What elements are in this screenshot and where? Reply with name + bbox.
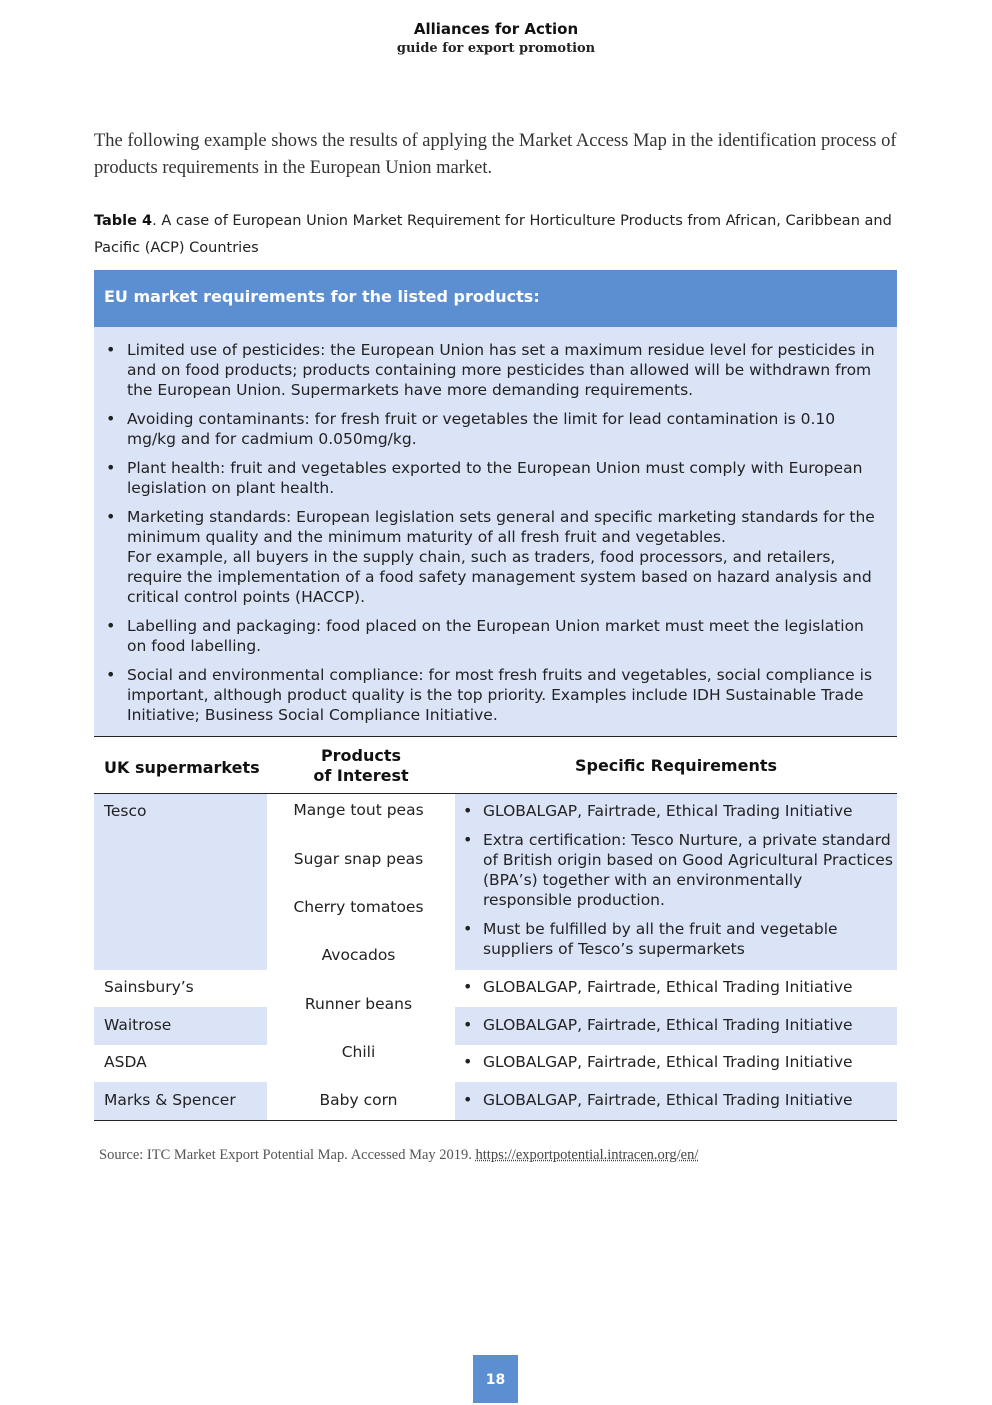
requirement-item: • GLOBALGAP, Fairtrade, Ethical Trading Initiative: [463, 977, 893, 997]
table-row-marks-spencer: Marks & Spencer: [104, 1091, 236, 1109]
header-subtitle: guide for export promotion: [396, 41, 596, 56]
product-item: Chili: [341, 1043, 376, 1061]
list-item-text: Marketing standards: European legislation sets general and specific marketing standards for the minimum quality and the minimum maturity of all fresh fruit and vegetables.: [127, 508, 875, 546]
table-bottom-rule: [94, 1120, 897, 1121]
requirement-item: • Extra certification: Tesco Nurture, a private standard of British origin based on Good Agricultural Practices (BPA’s) together with an environmentally responsible production.: [463, 830, 893, 910]
list-item: • Plant health: fruit and vegetables exported to the European Union must comply with European legislation on plant health.: [104, 458, 887, 498]
product-item: Baby corn: [319, 1091, 398, 1109]
col-header-supermarkets: UK supermarkets: [104, 758, 260, 777]
source-link[interactable]: https://exportpotential.intracen.org/en/: [475, 1147, 699, 1163]
list-item: • Labelling and packaging: food placed on the European Union market must meet the legislation on food labelling.: [104, 616, 887, 656]
intro-paragraph: The following example shows the results of applying the Market Access Map in the identification process of products requirements in the European Union market.: [94, 131, 897, 178]
source-text: Source: ITC Market Export Potential Map. Accessed May 2019.: [99, 1147, 476, 1163]
col-header-requirements: Specific Requirements: [574, 756, 778, 775]
product-item: Avocados: [321, 946, 396, 964]
caption-label: Table 4: [94, 213, 153, 229]
table-row-waitrose: Waitrose: [104, 1016, 172, 1034]
table-row-asda: ASDA: [104, 1053, 147, 1071]
requirement-item: • GLOBALGAP, Fairtrade, Ethical Trading Initiative: [463, 1090, 893, 1110]
list-item-text: For example, all buyers in the supply chain, such as traders, food processors, and retailers, require the implementation of a food safety management system based on hazard analysis and critical control points (HACCP).: [127, 548, 872, 606]
eu-requirements-title: EU market requirements for the listed products:: [94, 270, 897, 327]
ms-requirements: [463, 1090, 893, 1119]
source-note: [99, 1147, 899, 1164]
tesco-requirements: [463, 801, 893, 968]
product-item: Mange tout peas: [293, 801, 424, 819]
list-item: • Limited use of pesticides: the European Union has set a maximum residue level for pesticides in and on food products; products containing more pesticides than allowed will be withdrawn from the European Union. Supermarkets have more demanding requirements.: [104, 340, 887, 400]
requirement-item: • GLOBALGAP, Fairtrade, Ethical Trading Initiative: [463, 1015, 893, 1035]
table-top-rule: [94, 736, 897, 737]
asda-requirements: [463, 1052, 893, 1081]
requirement-item: • GLOBALGAP, Fairtrade, Ethical Trading Initiative: [463, 1052, 893, 1072]
list-item: [104, 507, 887, 607]
header-title: Alliances for Action: [413, 20, 579, 38]
list-item: • Social and environmental compliance: for most fresh fruits and vegetables, social compliance is important, although product quality is the top priority. Examples include IDH Sustainable Trade Initiative; Business Social Compliance Initiative.: [104, 665, 887, 725]
requirement-item: • Must be fulfilled by all the fruit and vegetable suppliers of Tesco’s supermarkets: [463, 919, 893, 959]
table-row-tesco: Tesco: [104, 802, 147, 820]
waitrose-requirements: [463, 1015, 893, 1044]
list-item: • Avoiding contaminants: for fresh fruit or vegetables the limit for lead contamination is 0.10 mg/kg and for cadmium 0.050mg/kg.: [104, 409, 887, 449]
table-row-sainsburys: Sainsbury’s: [104, 978, 194, 996]
sainsburys-requirements: [463, 977, 893, 1006]
requirement-item: • GLOBALGAP, Fairtrade, Ethical Trading Initiative: [463, 801, 893, 821]
page-header: [0, 20, 992, 56]
col-header-products-line2: of Interest: [313, 766, 409, 785]
caption-text: . A case of European Union Market Requirement for Horticulture Products from African, Caribbean and Pacific (ACP) Countries: [94, 213, 892, 256]
page-number: 18: [473, 1355, 518, 1403]
eu-requirements-list: [94, 327, 897, 736]
col-header-products: [267, 746, 455, 786]
product-item: Runner beans: [304, 995, 413, 1013]
product-item: Sugar snap peas: [293, 850, 424, 868]
table-caption: [94, 208, 904, 262]
product-item: Cherry tomatoes: [293, 898, 424, 916]
col-header-products-line1: Products: [320, 746, 402, 765]
